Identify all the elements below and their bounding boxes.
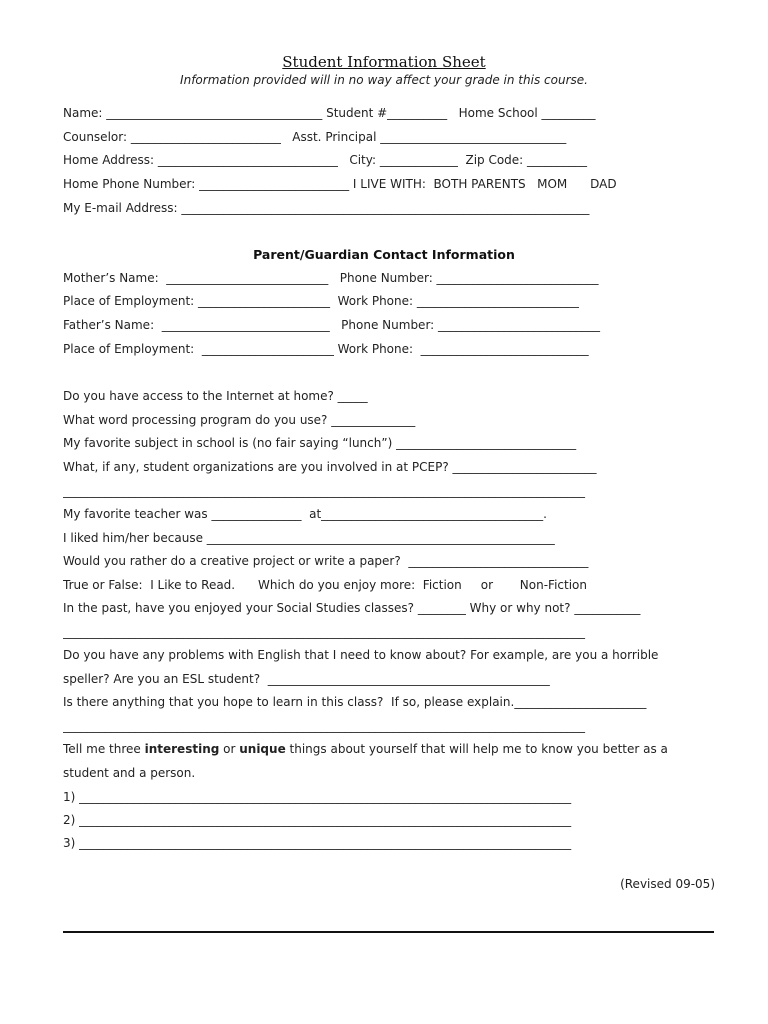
question-social-studies[interactable]: In the past, have you enjoyed your Social Studies classes? ________ Why or why not? ___________ bbox=[63, 601, 641, 615]
answer-line-social-studies[interactable]: _______________________________________________________________________________________ bbox=[63, 625, 585, 639]
question-liked-because[interactable]: I liked him/her because __________________________________________________________ bbox=[63, 531, 555, 545]
question-english-problems: Do you have any problems with English that I need to know about? For example, are you a horrible bbox=[63, 648, 659, 662]
parent-section-heading: Parent/Guardian Contact Information bbox=[253, 247, 515, 262]
question-word-processing[interactable]: What word processing program do you use? ______________ bbox=[63, 413, 416, 427]
question-creative-project[interactable]: Would you rather do a creative project or write a paper? ______________________________ bbox=[63, 554, 589, 568]
emphasis-interesting: interesting bbox=[144, 742, 220, 756]
unique-things-prompt: Tell me three interesting or unique things about yourself that will help me to know you better as a bbox=[63, 742, 668, 756]
question-esl[interactable]: speller? Are you an ESL student? _______________________________________________ bbox=[63, 672, 550, 686]
footer-divider bbox=[63, 931, 714, 933]
name-row[interactable]: Name: ____________________________________ Student #__________ Home School _________ bbox=[63, 106, 596, 120]
father-employment-row[interactable]: Place of Employment: ______________________ Work Phone: ____________________________ bbox=[63, 342, 589, 356]
mother-name-row[interactable]: Mother’s Name: ___________________________ Phone Number: ___________________________ bbox=[63, 271, 599, 285]
answer-line-organizations[interactable]: _______________________________________________________________________________________ bbox=[63, 484, 585, 498]
home-phone-row[interactable]: Home Phone Number: _________________________ I LIVE WITH: BOTH PARENTS MOM DAD bbox=[63, 177, 617, 191]
unique-things-prompt-line2: student and a person. bbox=[63, 766, 196, 780]
question-true-false-reading[interactable]: True or False: I Like to Read. Which do you enjoy more: Fiction or Non-Fiction bbox=[63, 578, 587, 592]
question-favorite-teacher[interactable]: My favorite teacher was _______________ at_____________________________________. bbox=[63, 507, 547, 521]
revision-note: (Revised 09-05) bbox=[620, 877, 715, 891]
email-row[interactable]: My E-mail Address: ____________________________________________________________________ bbox=[63, 201, 590, 215]
father-name-row[interactable]: Father’s Name: ____________________________ Phone Number: ___________________________ bbox=[63, 318, 601, 332]
document-title: Student Information Sheet bbox=[282, 53, 486, 71]
question-hope-to-learn[interactable]: Is there anything that you hope to learn in this class? If so, please explain.______________________ bbox=[63, 695, 647, 709]
emphasis-unique: unique bbox=[239, 742, 286, 756]
question-favorite-subject[interactable]: My favorite subject in school is (no fair saying “lunch”) ______________________________ bbox=[63, 436, 577, 450]
unique-answer-1[interactable]: 1) __________________________________________________________________________________ bbox=[63, 790, 572, 804]
answer-line-hope-to-learn[interactable]: _______________________________________________________________________________________ bbox=[63, 719, 585, 733]
mother-employment-row[interactable]: Place of Employment: ______________________ Work Phone: ___________________________ bbox=[63, 294, 579, 308]
document-subtitle: Information provided will in no way affect your grade in this course. bbox=[180, 73, 588, 87]
question-internet[interactable]: Do you have access to the Internet at home? _____ bbox=[63, 389, 368, 403]
unique-answer-3[interactable]: 3) __________________________________________________________________________________ bbox=[63, 836, 572, 850]
home-address-row[interactable]: Home Address: ______________________________ City: _____________ Zip Code: __________ bbox=[63, 153, 588, 167]
unique-answer-2[interactable]: 2) __________________________________________________________________________________ bbox=[63, 813, 572, 827]
question-organizations[interactable]: What, if any, student organizations are you involved in at PCEP? ________________________ bbox=[63, 460, 597, 474]
counselor-row[interactable]: Counselor: _________________________ Asst. Principal _______________________________ bbox=[63, 130, 567, 144]
